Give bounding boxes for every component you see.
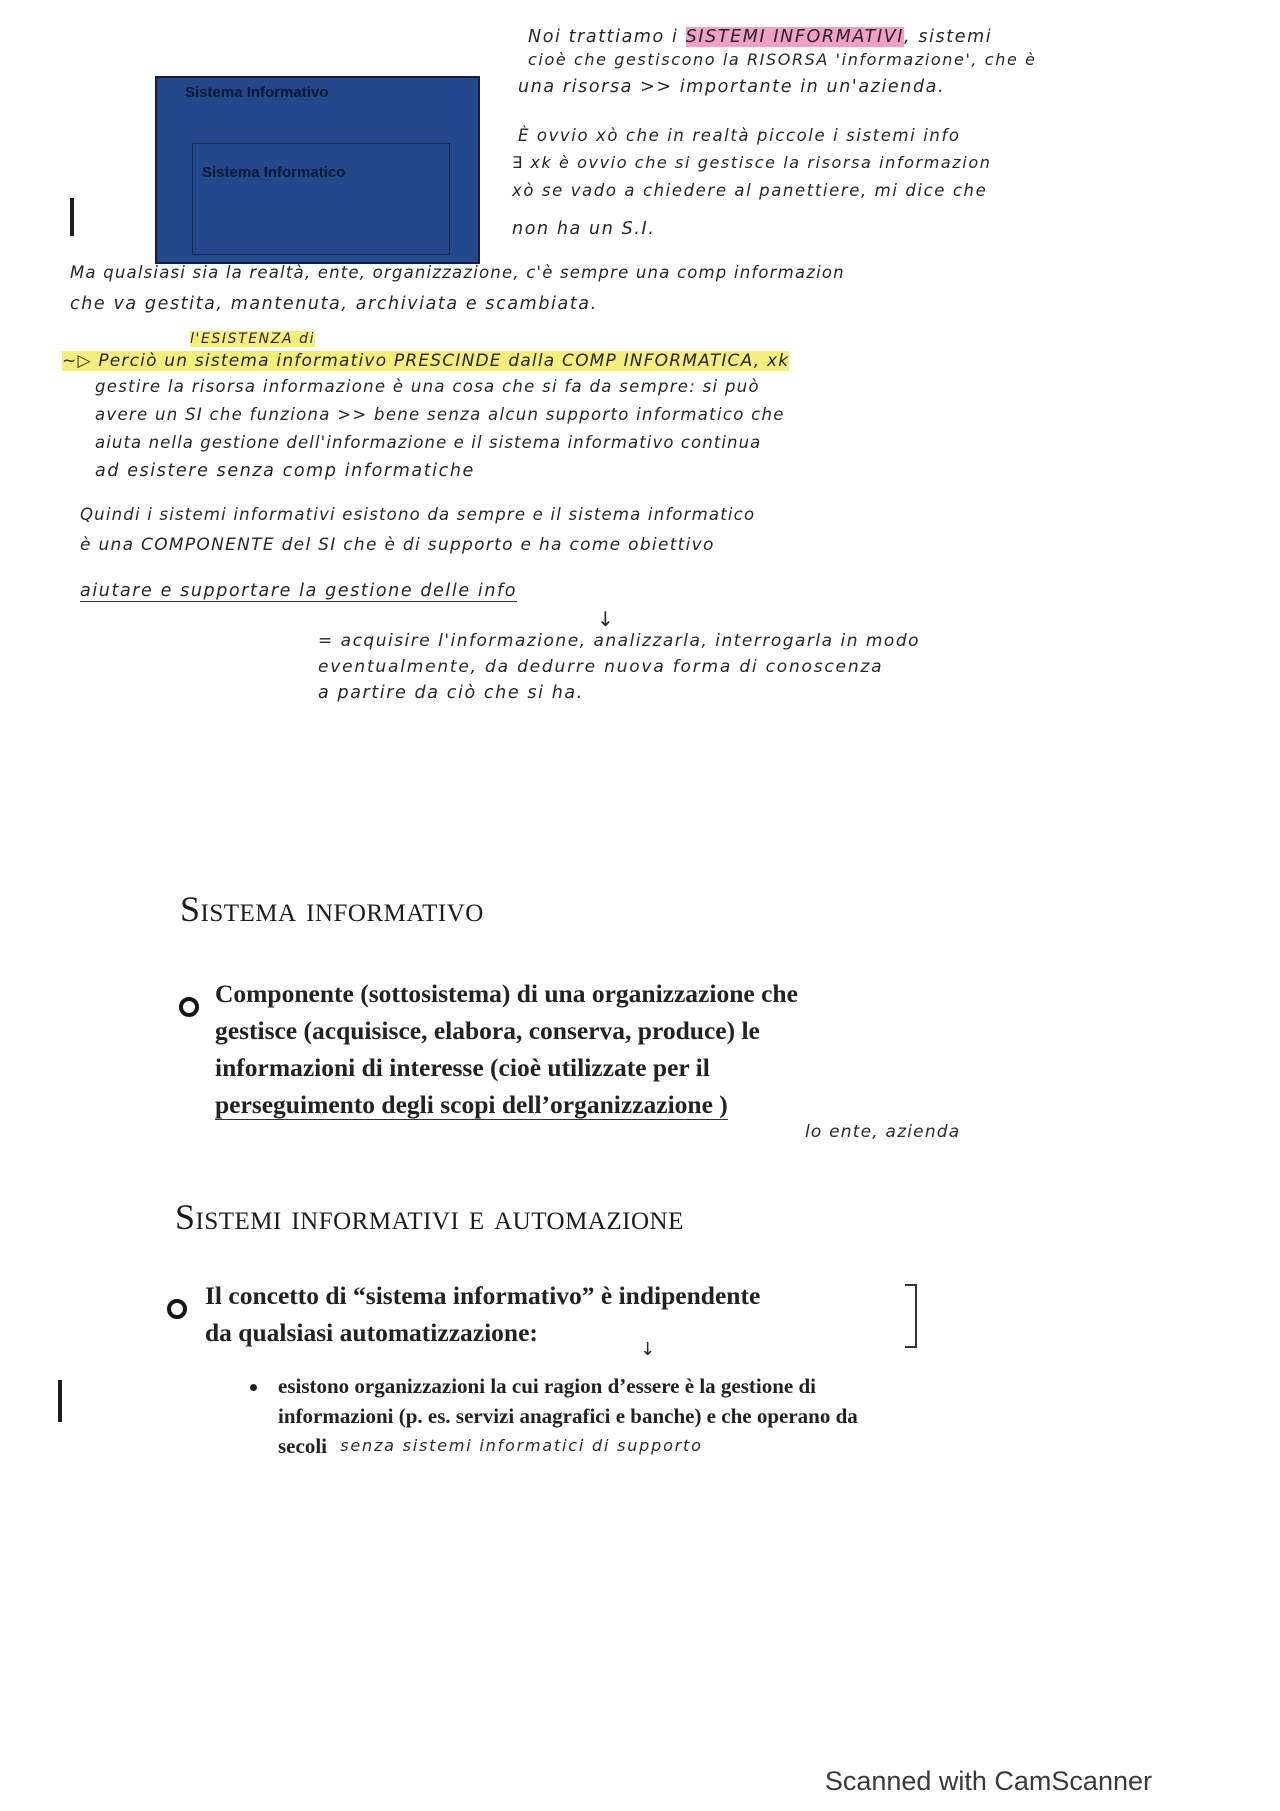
slide-sub-bullet-line bbox=[278, 1431, 703, 1463]
margin-mark-top bbox=[70, 198, 74, 236]
note-line: gestire la risorsa informazione è una cosa che si fa da sempre: si può bbox=[95, 377, 760, 396]
note-line: = acquisire l'informazione, analizzarla, interrogarla in modo bbox=[318, 631, 921, 651]
note-line: non ha un S.I. bbox=[512, 219, 656, 239]
note-line bbox=[62, 350, 789, 372]
slide-bullet-line: gestisce (acquisisce, elabora, conserva, produce) le bbox=[215, 1016, 760, 1045]
note-line: avere un SI che funziona >> bene senza alcun supporto informatico che bbox=[95, 405, 785, 424]
bullet-icon bbox=[167, 1299, 187, 1319]
slide-bullet-line: Componente (sottosistema) di una organizzazione che bbox=[215, 979, 798, 1008]
bracket-mark bbox=[905, 1284, 917, 1348]
slide-title: Sistema informativo bbox=[180, 889, 484, 929]
note-text-part: aiutare e supportare la gestione delle info bbox=[80, 581, 518, 601]
bullet-icon bbox=[179, 997, 199, 1017]
sistema-informativo-diagram bbox=[155, 76, 480, 264]
note-line bbox=[190, 330, 315, 348]
note-line: ∃ xk è ovvio che si gestisce la risorsa informazion bbox=[512, 153, 992, 172]
note-line: ad esistere senza comp informatiche bbox=[95, 461, 475, 481]
diagram-inner-label: Sistema Informatico bbox=[202, 164, 346, 181]
note-line: una risorsa >> importante in un'azienda. bbox=[518, 77, 946, 97]
handwritten-annotation: lo ente, azienda bbox=[805, 1122, 961, 1142]
note-line: eventualmente, da dedurre nuova forma di conoscenza bbox=[318, 657, 884, 677]
underlined-text: perseguimento degli scopi dell’organizzazione ) bbox=[215, 1090, 728, 1119]
slide-sub-bullet-line: informazioni (p. es. servizi anagrafici e banche) e che operano da bbox=[278, 1404, 858, 1428]
note-line: Quindi i sistemi informativi esistono da sempre e il sistema informatico bbox=[80, 505, 756, 524]
note-text-part: , sistemi bbox=[904, 27, 993, 47]
note-arrow: ↓ bbox=[597, 607, 616, 631]
scanner-watermark: Scanned with CamScanner bbox=[824, 1766, 1152, 1796]
note-line: xò se vado a chiedere al panettiere, mi dice che bbox=[512, 181, 988, 200]
handwritten-annotation: senza sistemi informatici di supporto bbox=[340, 1436, 703, 1455]
note-line: È ovvio xò che in realtà piccole i sistemi info bbox=[518, 126, 961, 145]
note-line bbox=[528, 26, 992, 49]
margin-mark-bottom bbox=[58, 1380, 62, 1422]
slide-sub-text: secoli bbox=[278, 1434, 327, 1458]
note-line: cioè che gestiscono la RISORSA 'informazione', che è bbox=[528, 50, 1037, 69]
note-text-part: Noi trattiamo i bbox=[528, 27, 686, 47]
note-line: aiuta nella gestione dell'informazione e il sistema informativo continua bbox=[95, 433, 762, 452]
slide-title: Sistemi informativi e automazione bbox=[175, 1197, 684, 1237]
note-highlight: l'ESISTENZA di bbox=[190, 331, 316, 347]
note-line: Ma qualsiasi sia la realtà, ente, organizzazione, c'è sempre una comp informazion bbox=[70, 263, 845, 282]
diagram-inner-box bbox=[192, 143, 450, 255]
slide-bullet-line: Il concetto di “sistema informativo” è indipendente bbox=[205, 1281, 761, 1310]
sub-bullet-icon bbox=[250, 1384, 257, 1391]
note-line: a partire da ciò che si ha. bbox=[318, 683, 584, 703]
diagram-outer-label: Sistema Informativo bbox=[185, 84, 329, 101]
note-line bbox=[80, 580, 517, 603]
slide-bullet-line: da qualsiasi automatizzazione: bbox=[205, 1318, 538, 1347]
note-arrow: ↓ bbox=[640, 1339, 657, 1360]
note-highlight: SISTEMI INFORMATIVI bbox=[685, 27, 905, 47]
slide-bullet-line: informazioni di interesse (cioè utilizzate per il bbox=[215, 1053, 710, 1082]
note-highlight: ~▷ Perciò un sistema informativo PRESCINDE dalla COMP INFORMATICA, xk bbox=[62, 351, 790, 371]
slide-bullet-line bbox=[215, 1086, 728, 1123]
slide-sub-bullet-line: esistono organizzazioni la cui ragion d’essere è la gestione di bbox=[278, 1374, 816, 1398]
note-line: che va gestita, mantenuta, archiviata e scambiata. bbox=[70, 294, 598, 314]
note-line: è una COMPONENTE del SI che è di supporto e ha come obiettivo bbox=[80, 535, 715, 555]
